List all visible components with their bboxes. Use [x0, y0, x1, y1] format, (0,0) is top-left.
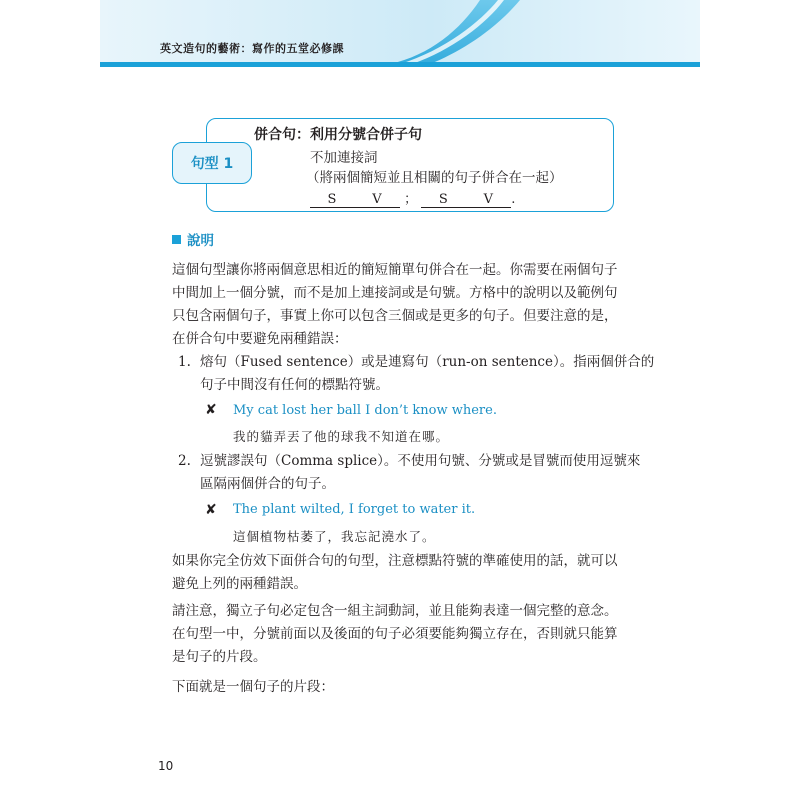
error-number: 2. [178, 453, 191, 469]
formula-s1: S [310, 193, 354, 208]
paragraph-line: 中間加上一個分號，而不是加上連接詞或是句號。方格中的說明以及範例句 [172, 285, 618, 301]
error-item-1 [178, 351, 654, 374]
pattern-line-2: （將兩個簡短並且相關的句子併合在一起） [306, 170, 563, 186]
paragraph-line: 是句子的片段。 [172, 649, 267, 665]
paragraph-line: 這個句型讓你將兩個意思相近的簡短簡單句併合在一起。你需要在兩個句子 [172, 262, 618, 278]
error-item-2 [178, 450, 640, 473]
pattern-formula [310, 188, 515, 208]
paragraph-line: 如果你完全仿效下面併合句的句型，注意標點符號的準確使用的話，就可以 [172, 553, 618, 569]
pattern-tag: 句型 1 [172, 142, 252, 184]
error-term-en: run-on sentence [442, 354, 553, 370]
paragraph-3 [172, 600, 620, 669]
paragraph-line: 在併合句中要避免兩種錯誤： [172, 331, 348, 347]
wrong-example-en: The plant wilted, I forget to water it. [233, 502, 476, 517]
paragraph-1 [172, 259, 620, 351]
paragraph-2 [172, 550, 620, 596]
error-term-en: Comma splice [281, 453, 378, 469]
section-title: 說明 [187, 233, 214, 249]
error-text: ）。不使用句號、分號或是冒號而使用逗號來 [377, 453, 641, 469]
wrong-example-zh: 我的貓弄丟了他的球我不知道在哪。 [233, 429, 450, 444]
error-term-en: Fused sentence [240, 354, 348, 370]
error-text: 逗號謬誤句（ [200, 453, 281, 469]
error-number: 1. [178, 354, 191, 370]
book-title: 英文造句的藝術：寫作的五堂必修課 [160, 42, 344, 55]
pattern-line-1: 不加連接詞 [310, 150, 378, 166]
formula-v2: V [465, 193, 511, 208]
cross-mark-icon: ✘ [205, 402, 217, 418]
page-number: 10 [158, 759, 174, 773]
error-text: ）。指兩個併合的 [552, 354, 655, 370]
wrong-example-zh: 這個植物枯萎了，我忘記澆水了。 [233, 529, 436, 544]
paragraph-line: 只包含兩個句子，事實上你可以包含三個或是更多的句子。但要注意的是， [172, 308, 618, 324]
formula-v1: V [354, 193, 400, 208]
formula-period: . [511, 192, 516, 207]
square-bullet-icon [172, 235, 181, 244]
paragraph-line: 在句型一中，分號前面以及後面的句子必須要能夠獨立存在，否則就只能算 [172, 626, 618, 642]
error-text: ）或是連寫句（ [347, 354, 443, 370]
paragraph-4: 下面就是一個句子的片段： [172, 679, 334, 695]
cross-mark-icon: ✘ [205, 502, 217, 518]
formula-s2: S [421, 193, 465, 208]
wrong-example-en: My cat lost her ball I don’t know where. [233, 403, 497, 418]
section-heading [172, 229, 214, 249]
formula-semicolon: ； [404, 192, 418, 207]
paragraph-line: 請注意，獨立子句必定包含一組主詞動詞，並且能夠表達一個完整的意念。 [172, 603, 618, 619]
paragraph-line: 避免上列的兩種錯誤。 [172, 576, 307, 592]
error-item-1-line-2: 句子中間沒有任何的標點符號。 [200, 377, 389, 393]
page-header [100, 0, 700, 68]
header-decoration [100, 0, 700, 68]
error-text: 熔句（ [200, 354, 241, 370]
error-item-2-line-2: 區隔兩個併合的句子。 [200, 476, 335, 492]
pattern-title: 併合句：利用分號合併子句 [254, 127, 422, 143]
